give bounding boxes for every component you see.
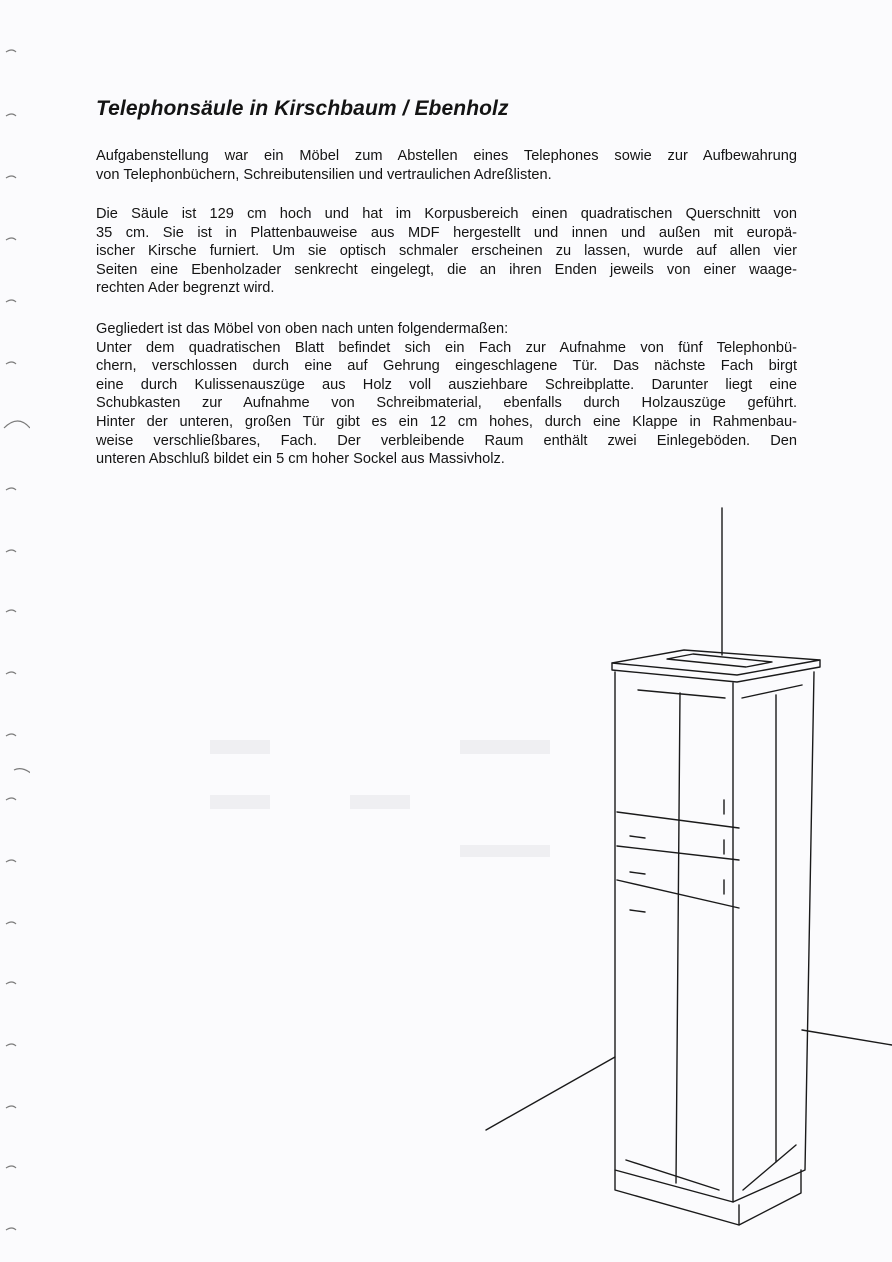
paragraph-line: chern, verschlossen durch eine auf Gehrung eingeschlagene Tür. Das nächste Fach birgt bbox=[96, 358, 797, 375]
paragraph-line: Aufgabenstellung war ein Möbel zum Abstellen eines Telephones sowie zur Aufbewahrung bbox=[96, 148, 797, 164]
paragraph-task bbox=[96, 147, 797, 184]
page-title: Telephonsäule in Kirschbaum / Ebenholz bbox=[96, 97, 509, 120]
paragraph-line: eine durch Kulissenauszüge aus Holz voll ausziehbare Schreibplatte. Darunter liegt eine bbox=[96, 376, 797, 393]
paragraph-line: Seiten eine Ebenholzader senkrecht eingelegt, die an ihren Enden jeweils von einer waage- bbox=[96, 261, 797, 278]
paragraph-line: ischer Kirsche furniert. Um sie optisch schmaler erscheinen zu lassen, wurde auf allen vier bbox=[96, 243, 797, 260]
paragraph-line: rechten Ader begrenzt wird. bbox=[96, 280, 275, 297]
paragraph-line: Gegliedert ist das Möbel von oben nach unten folgendermaßen: bbox=[96, 321, 509, 337]
cabinet-drawing-icon bbox=[480, 500, 892, 1240]
paragraph-line: weise verschließbares, Fach. Der verbleibende Raum enthält zwei Einlegeböden. Den bbox=[96, 432, 797, 449]
paragraph-line: Unter dem quadratischen Blatt befindet sich ein Fach zur Aufnahme von fünf Telephonbü- bbox=[96, 339, 797, 356]
paragraph-line: Hinter der unteren, großen Tür gibt es ein 12 cm hohes, durch eine Klappe in Rahmenbau- bbox=[96, 413, 797, 430]
paragraph-line: unteren Abschluß bildet ein 5 cm hoher Sockel aus Massivholz. bbox=[96, 451, 505, 468]
binder-holes-decoration bbox=[0, 0, 30, 1262]
paragraph-line: Die Säule ist 129 cm hoch und hat im Korpusbereich einen quadratischen Querschnitt von bbox=[96, 206, 797, 222]
paragraph-structure bbox=[96, 320, 797, 469]
paragraph-line: Schubkasten zur Aufnahme von Schreibmaterial, ebenfalls durch Holzauszüge geführt. bbox=[96, 395, 797, 412]
paragraph-line: von Telephonbüchern, Schreibutensilien und vertraulichen Adreßlisten. bbox=[96, 166, 552, 183]
paragraph-line: 35 cm. Sie ist in Plattenbauweise aus MDF hergestellt und innen und außen mit europä- bbox=[96, 224, 797, 241]
paragraph-description bbox=[96, 205, 797, 298]
